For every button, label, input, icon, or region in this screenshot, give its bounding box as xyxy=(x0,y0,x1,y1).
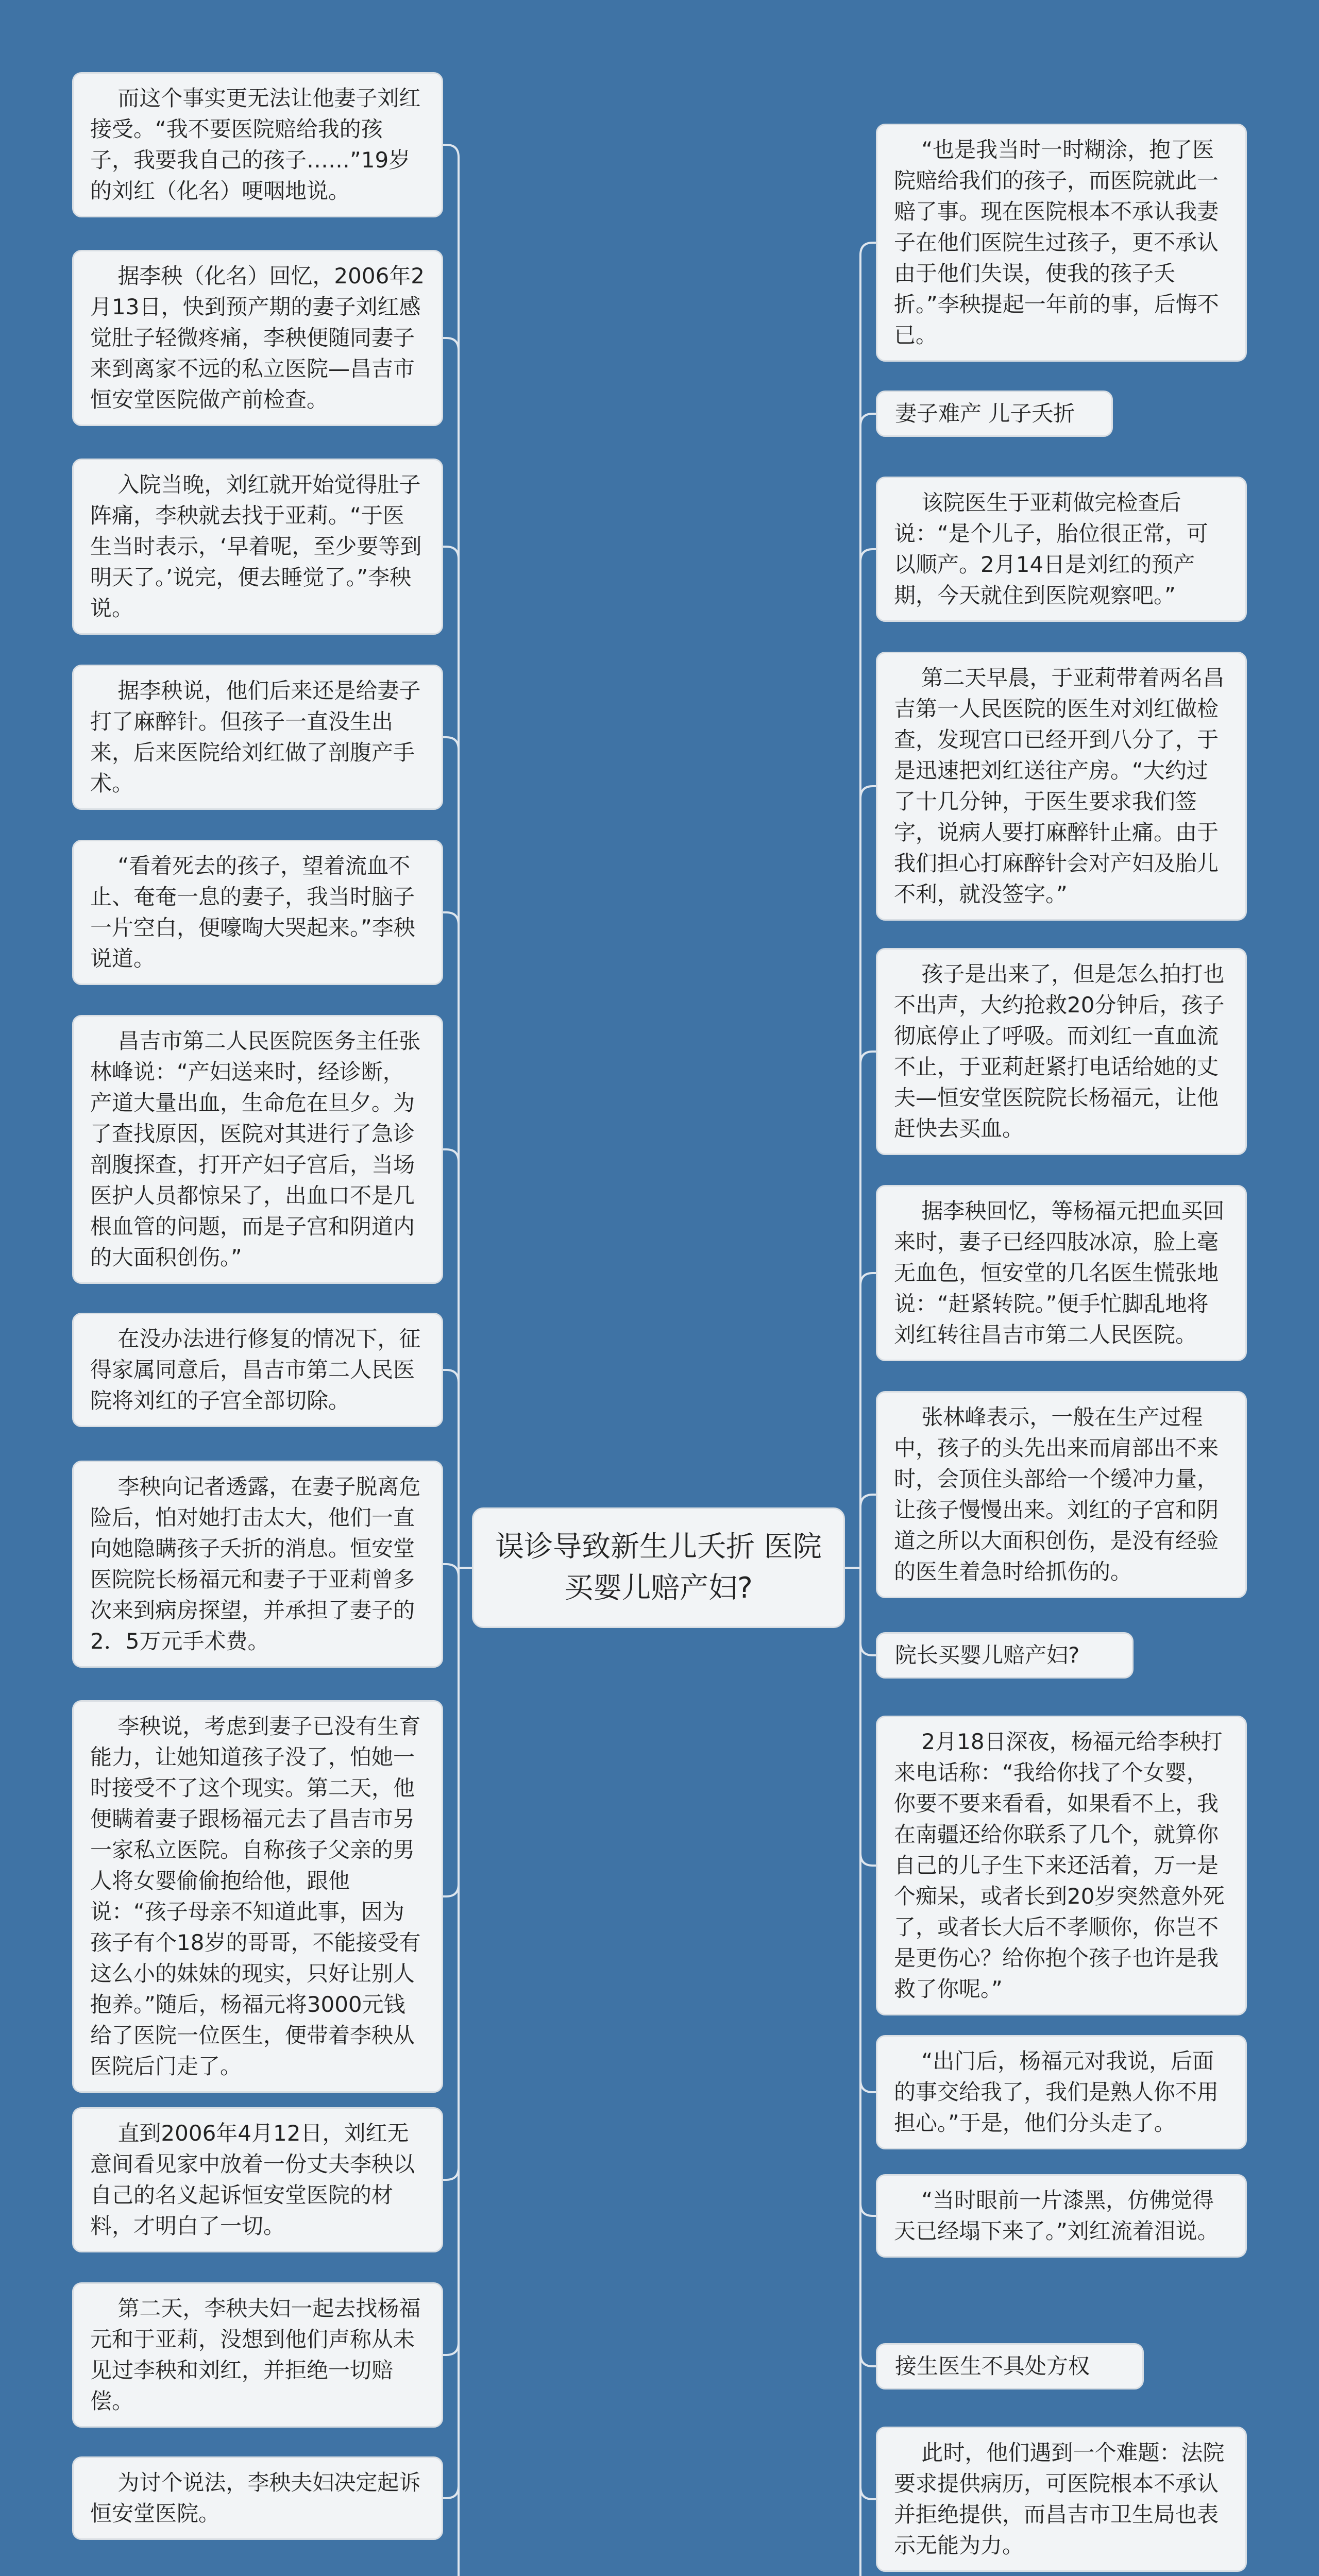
right-link-11 xyxy=(860,2204,876,2216)
left-node-12[interactable]: 为讨个说法，李秧夫妇决定起诉恒安堂医院。 xyxy=(72,2456,443,2540)
right-link-5 xyxy=(860,1052,876,1064)
left-node-8[interactable]: 李秧向记者透露，在妻子脱离危险后，怕对她打击太大，他们一直向她隐瞒孩子夭折的消息。恒安堂医院院长杨福元和妻子于亚莉曾多次来到病房探望，并承担了妻子的2．5万元手术费。 xyxy=(72,1461,443,1668)
left-link-11 xyxy=(443,2343,459,2355)
right-link-10 xyxy=(860,2080,876,2092)
right-link-4 xyxy=(860,786,876,799)
left-link-4 xyxy=(443,737,459,750)
right-node-1[interactable]: “也是我当时一时糊涂，抱了医院赔给我们的孩子，而医院就此一赔了事。现在医院根本不承认我妻子在他们医院生过孩子，更不承认由于他们失误，使我的孩子夭折。”李秧提起一年前的事，后悔不已。 xyxy=(876,124,1247,362)
right-link-1 xyxy=(860,243,876,255)
left-link-2 xyxy=(443,338,459,350)
left-link-8 xyxy=(443,1564,459,1577)
right-node-7[interactable]: 张林峰表示，一般在生产过程中，孩子的头先出来而肩部出不来时，会顶住头部给一个缓冲力量，让孩子慢慢出来。刘红的子宫和阴道之所以大面积创伤，是没有经验的医生着急时给抓伤的。 xyxy=(876,1391,1247,1598)
left-link-5 xyxy=(443,912,459,925)
right-link-7 xyxy=(860,1495,876,1507)
left-link-10 xyxy=(443,2167,459,2180)
root-topic[interactable]: 误诊导致新生儿夭折 医院买婴儿赔产妇? xyxy=(472,1507,845,1628)
right-node-9[interactable]: 2月18日深夜，杨福元给李秧打来电话称：“我给你找了个女婴，你要不要来看看，如果看不上，我在南疆还给你联系了几个，就算你自己的儿子生下来还活着，万一是个痴呆，或者长到20岁突然意外死了，或者长大后不孝顺你，你岂不是更伤心？给你抱个孩子也许是我救了你呢。” xyxy=(876,1716,1247,2015)
right-node-3[interactable]: 该院医生于亚莉做完检查后说：“是个儿子，胎位很正常，可以顺产。2月14日是刘红的预产期，今天就住到医院观察吧。” xyxy=(876,477,1247,622)
left-node-7[interactable]: 在没办法进行修复的情况下，征得家属同意后，昌吉市第二人民医院将刘红的子宫全部切除。 xyxy=(72,1313,443,1427)
right-link-2 xyxy=(860,414,876,426)
left-node-11[interactable]: 第二天，李秧夫妇一起去找杨福元和于亚莉，没想到他们声称从未见过李秧和刘红，并拒绝一切赔偿。 xyxy=(72,2282,443,2428)
left-node-6[interactable]: 昌吉市第二人民医院医务主任张林峰说：“产妇送来时，经诊断，产道大量出血，生命危在旦夕。为了查找原因，医院对其进行了急诊剖腹探查，打开产妇子宫后，当场医护人员都惊呆了，出血口不是几根血管的问题，而是子宫和阴道内的大面积创伤。” xyxy=(72,1015,443,1284)
branch-no-prescription-right[interactable]: 接生医生不具处方权 xyxy=(876,2343,1144,2389)
left-node-1[interactable]: 而这个事实更无法让他妻子刘红接受。“我不要医院赔给我的孩子，我要我自己的孩子……”19岁的刘红（化名）哽咽地说。 xyxy=(72,72,443,217)
right-link-3 xyxy=(860,549,876,562)
left-link-12 xyxy=(443,2486,459,2498)
left-node-10[interactable]: 直到2006年4月12日，刘红无意间看见家中放着一份丈夫李秧以自己的名义起诉恒安堂医院的材料，才明白了一切。 xyxy=(72,2107,443,2252)
right-link-9 xyxy=(860,1853,876,1866)
branch-dean-buys-baby[interactable]: 院长买婴儿赔产妇? xyxy=(876,1632,1134,1679)
left-link-1 xyxy=(443,145,459,157)
left-link-3 xyxy=(443,547,459,559)
right-node-4[interactable]: 第二天早晨，于亚莉带着两名昌吉第一人民医院的医生对刘红做检查，发现宫口已经开到八分了，于是迅速把刘红送往产房。“大约过了十几分钟，于医生要求我们签字，说病人要打麻醉针止痛。由于我们担心打麻醉针会对产妇及胎儿不利，就没签字。” xyxy=(876,652,1247,921)
right-node-5[interactable]: 孩子是出来了，但是怎么拍打也不出声，大约抢救20分钟后，孩子彻底停止了呼吸。而刘红一直血流不止，于亚莉赶紧打电话给她的丈夫—恒安堂医院院长杨福元，让他赶快去买血。 xyxy=(876,948,1247,1155)
left-node-4[interactable]: 据李秧说，他们后来还是给妻子打了麻醉针。但孩子一直没生出来，后来医院给刘红做了剖腹产手术。 xyxy=(72,665,443,810)
left-node-9[interactable]: 李秧说，考虑到妻子已没有生育能力，让她知道孩子没了，怕她一时接受不了这个现实。第二天，他便瞒着妻子跟杨福元去了昌吉市另一家私立医院。自称孩子父亲的男人将女婴偷偷抱给他，跟他说：“孩子母亲不知道此事，因为孩子有个18岁的哥哥，不能接受有这么小的妹妹的现实，只好让别人抱养。”随后，杨福元将3000元钱给了医院一位医生，便带着李秧从医院后门走了。 xyxy=(72,1700,443,2093)
right-node-6[interactable]: 据李秧回忆，等杨福元把血买回来时，妻子已经四肢冰凉，脸上毫无血色，恒安堂的几名医生慌张地说：“赶紧转院。”便手忙脚乱地将刘红转往昌吉市第二人民医院。 xyxy=(876,1185,1247,1361)
right-link-8 xyxy=(860,1643,876,1655)
right-link-6 xyxy=(860,1273,876,1285)
left-link-9 xyxy=(443,1884,459,1896)
right-node-10[interactable]: “出门后，杨福元对我说，后面的事交给我了，我们是熟人你不用担心。”于是，他们分头走了。 xyxy=(876,2035,1247,2149)
left-link-7 xyxy=(443,1370,459,1382)
left-node-3[interactable]: 入院当晚，刘红就开始觉得肚子阵痛，李秧就去找于亚莉。“于医生当时表示，‘早着呢，至少要等到明天了。’说完，便去睡觉了。”李秧说。 xyxy=(72,459,443,635)
right-node-13[interactable]: 此时，他们遇到一个难题：法院要求提供病历，可医院根本不承认并拒绝提供，而昌吉市卫生局也表示无能为力。 xyxy=(876,2427,1247,2572)
branch-wife-difficult-labor[interactable]: 妻子难产 儿子夭折 xyxy=(876,391,1113,437)
right-node-11[interactable]: “当时眼前一片漆黑，仿佛觉得天已经塌下来了。”刘红流着泪说。 xyxy=(876,2174,1247,2258)
left-link-6 xyxy=(443,1149,459,1162)
right-link-12 xyxy=(860,2354,876,2366)
right-link-13 xyxy=(860,2487,876,2499)
left-node-2[interactable]: 据李秧（化名）回忆，2006年2月13日，快到预产期的妻子刘红感觉肚子轻微疼痛，李秧便随同妻子来到离家不远的私立医院—昌吉市恒安堂医院做产前检查。 xyxy=(72,250,443,426)
left-node-5[interactable]: “看着死去的孩子，望着流血不止、奄奄一息的妻子，我当时脑子一片空白，便嚎啕大哭起来。”李秧说道。 xyxy=(72,840,443,985)
